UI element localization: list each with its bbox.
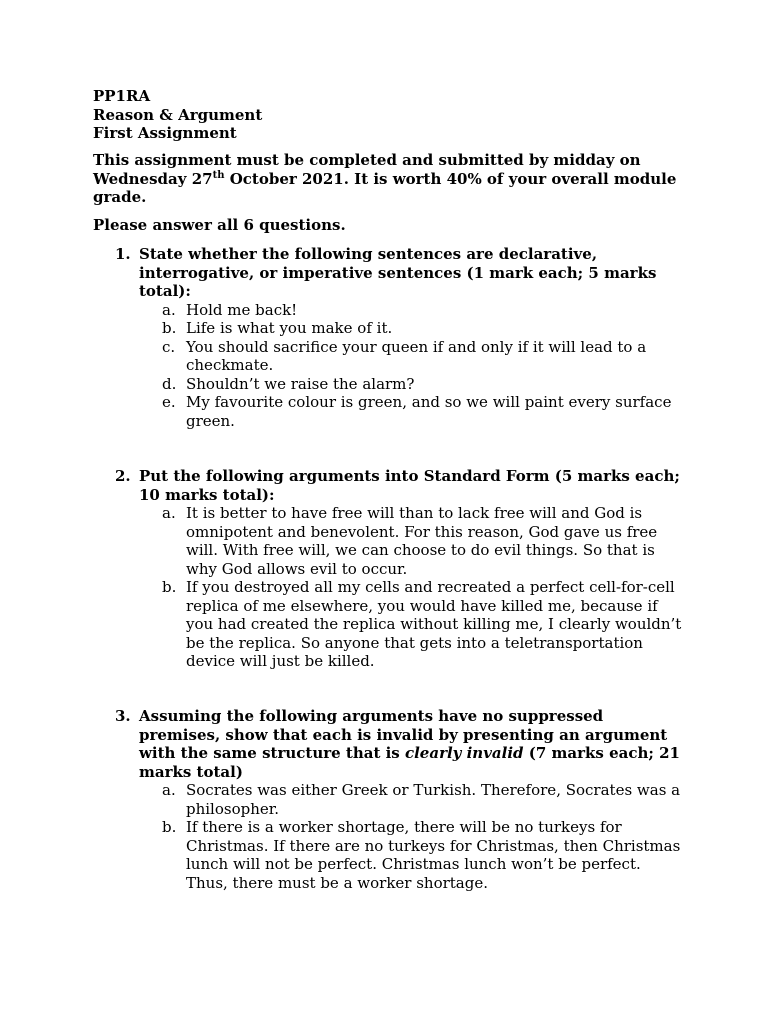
- deadline-text-end: October 2021. It is worth 40% of your overall module grade.: [93, 169, 677, 206]
- question-number: 3.: [115, 707, 131, 725]
- list-item: [162, 818, 685, 892]
- list-item: [162, 393, 685, 430]
- question-text: State whether the following sentences are declarative, interrogative, or imperative sentences (1 mark each; 5 marks total):: [139, 245, 657, 300]
- question-2: [115, 467, 685, 671]
- sub-item-list: [162, 504, 685, 671]
- question-text: Put the following arguments into Standard Form (5 marks each; 10 marks total):: [139, 467, 680, 504]
- item-text: Life is what you make of it.: [186, 319, 393, 337]
- item-text: Shouldn’t we raise the alarm?: [186, 374, 415, 393]
- sub-item-list: [162, 301, 685, 431]
- question-text-start: Assuming the following arguments have no suppressed premises, show that each is invalid by presenting an argument with the same structure that is: [139, 707, 668, 762]
- course-title: Reason & Argument: [93, 105, 263, 124]
- list-item: [162, 375, 685, 394]
- instruction-paragraph: Please answer all 6 questions.: [93, 215, 346, 234]
- item-text: If there is a worker shortage, there will be no turkeys for Christmas. If there are no turkeys for Christmas, then Christmas lunch will not be perfect. Christmas lunch won’t be perfect. Thus, there must be a worker shortage.: [186, 818, 681, 892]
- item-text: It is better to have free will than to lack free will and God is omnipotent and benevolent. For this reason, God gave us free will. With free will, we can choose to do evil things. So that is why God allows evil to occur.: [186, 504, 658, 578]
- document-header: [93, 87, 262, 143]
- question-text: [139, 707, 685, 781]
- list-item: [162, 319, 685, 338]
- item-text: You should sacrifice your queen if and only if it will lead to a checkmate.: [186, 337, 647, 374]
- question-text-end: (7 marks each; 21 marks total): [139, 744, 680, 781]
- question-number: 1.: [115, 245, 131, 263]
- list-item: [162, 578, 685, 671]
- date-ordinal-suffix: th: [212, 169, 225, 181]
- question-text-emphasis: clearly invalid: [404, 744, 524, 762]
- question-number: 2.: [115, 467, 131, 485]
- question-1: [115, 245, 685, 430]
- item-label: d.: [162, 374, 177, 393]
- question-3: [115, 707, 685, 892]
- item-label: b.: [162, 578, 177, 596]
- item-text: My favourite colour is green, and so we will paint every surface green.: [186, 393, 672, 430]
- item-label: a.: [162, 781, 176, 799]
- assignment-title: First Assignment: [93, 124, 237, 142]
- item-label: a.: [162, 300, 176, 319]
- item-text: If you destroyed all my cells and recreated a perfect cell-for-cell replica of me elsewhere, you would have killed me, because if you had created the replica without killing me, I clearly wouldn’t be the replica. So anyone that gets into a teletransportation device will just be killed.: [186, 578, 682, 670]
- item-label: e.: [162, 393, 176, 411]
- item-text: Socrates was either Greek or Turkish. Therefore, Socrates was a philosopher.: [186, 781, 681, 818]
- module-code: PP1RA: [93, 87, 151, 105]
- list-item: [162, 338, 685, 375]
- list-item: [162, 301, 685, 320]
- assignment-intro: [93, 151, 693, 234]
- list-item: [162, 781, 685, 818]
- deadline-paragraph: [93, 151, 693, 207]
- deadline-text-start: This assignment must be completed and submitted by midday on Wednesday 27: [93, 151, 641, 188]
- item-label: a.: [162, 504, 176, 522]
- item-text: Hold me back!: [186, 300, 298, 319]
- list-item: [162, 504, 685, 578]
- sub-item-list: [162, 781, 685, 892]
- item-label: b.: [162, 319, 177, 337]
- item-label: c.: [162, 337, 176, 356]
- item-label: b.: [162, 818, 177, 836]
